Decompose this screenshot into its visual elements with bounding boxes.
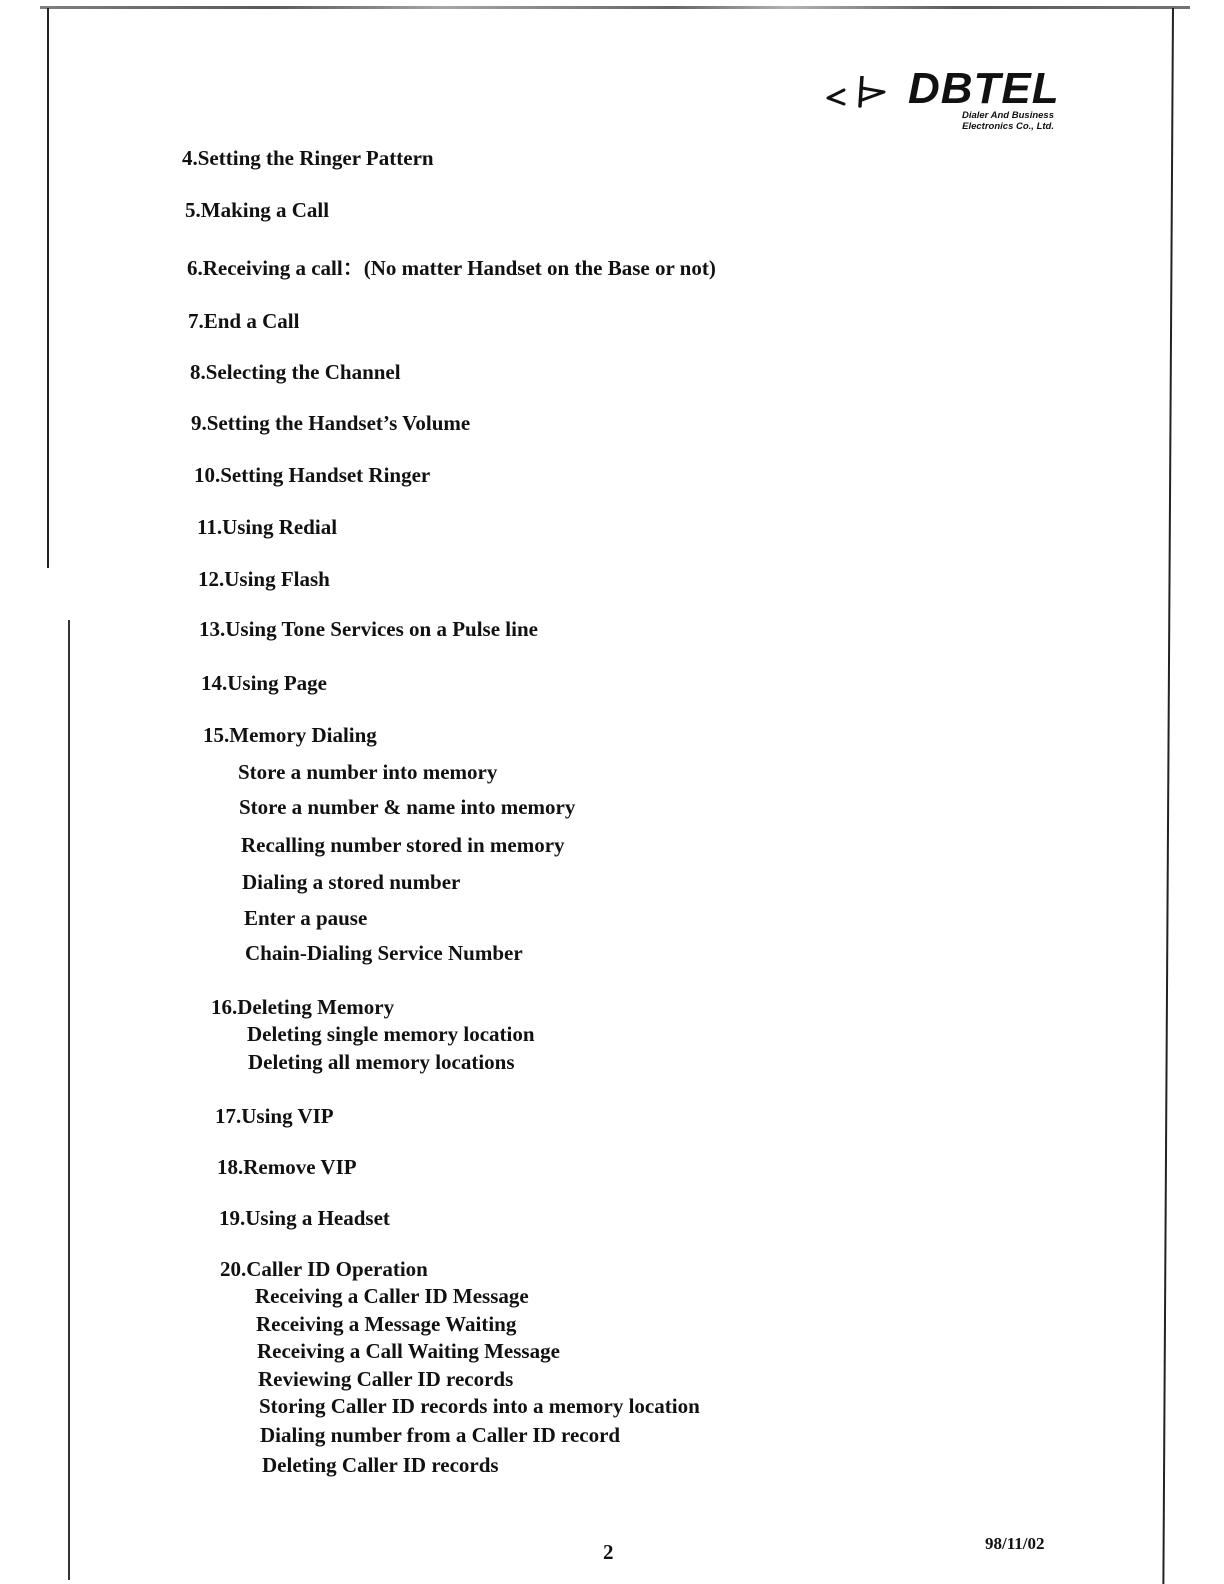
- toc-item-6: 6.Receiving a call：(No matter Handset on the Base or not): [187, 256, 716, 280]
- company-tagline-line-2: Electronics Co., Ltd.: [962, 121, 1054, 132]
- toc-item-7: 7.End a Call: [188, 309, 300, 333]
- toc-subitem-20-2: Receiving a Message Waiting: [256, 1312, 517, 1336]
- toc-item-11: 11.Using Redial: [197, 515, 338, 539]
- toc-subitem-15-3: Recalling number stored in memory: [241, 833, 565, 857]
- toc-item-16: 16.Deleting Memory: [211, 995, 395, 1019]
- toc-item-8: 8.Selecting the Channel: [190, 360, 401, 384]
- toc-item-15: 15.Memory Dialing: [203, 723, 377, 747]
- toc-subitem-15-1: Store a number into memory: [238, 760, 498, 784]
- company-name: DBTEL: [908, 64, 1060, 113]
- company-tagline: [914, 110, 1054, 132]
- toc-item-17: 17.Using VIP: [215, 1104, 334, 1128]
- toc-subitem-16-2: Deleting all memory locations: [248, 1050, 515, 1074]
- toc-subitem-20-4: Reviewing Caller ID records: [258, 1367, 514, 1391]
- toc-subitem-15-6: Chain-Dialing Service Number: [245, 941, 523, 965]
- logo-mark-icon: [826, 76, 904, 112]
- toc-subitem-20-3: Receiving a Call Waiting Message: [257, 1339, 560, 1363]
- toc-item-18: 18.Remove VIP: [217, 1155, 357, 1179]
- toc-item-14: 14.Using Page: [201, 671, 327, 695]
- toc-item-5: 5.Making a Call: [185, 198, 330, 222]
- toc-item-19: 19.Using a Headset: [219, 1206, 390, 1230]
- scan-border-right: [1162, 8, 1174, 1584]
- toc-item-20: 20.Caller ID Operation: [220, 1257, 428, 1281]
- toc-subitem-15-4: Dialing a stored number: [242, 870, 461, 894]
- toc-subitem-15-5: Enter a pause: [244, 906, 368, 930]
- toc-item-10: 10.Setting Handset Ringer: [194, 463, 431, 487]
- toc-subitem-20-7: Deleting Caller ID records: [262, 1453, 499, 1477]
- toc-item-4: 4.Setting the Ringer Pattern: [182, 146, 434, 170]
- toc-subitem-20-1: Receiving a Caller ID Message: [255, 1284, 529, 1308]
- toc-item-13: 13.Using Tone Services on a Pulse line: [199, 617, 538, 641]
- scan-border-top: [40, 6, 1190, 9]
- toc-item-12: 12.Using Flash: [198, 567, 330, 591]
- scan-border-left: [47, 8, 49, 568]
- company-tagline-line-1: Dialer And Business: [961, 110, 1054, 121]
- toc-subitem-20-6: Dialing number from a Caller ID record: [260, 1423, 621, 1447]
- toc-subitem-16-1: Deleting single memory location: [247, 1022, 535, 1046]
- document-date: 98/11/02: [985, 1534, 1045, 1553]
- toc-subitem-20-5: Storing Caller ID records into a memory location: [259, 1394, 700, 1418]
- toc-item-9: 9.Setting the Handset’s Volume: [191, 411, 471, 435]
- company-logo: [826, 64, 1060, 138]
- page-number: 2: [603, 1540, 614, 1564]
- scan-border-left-lower: [68, 620, 70, 1580]
- toc-subitem-15-2: Store a number & name into memory: [239, 795, 576, 819]
